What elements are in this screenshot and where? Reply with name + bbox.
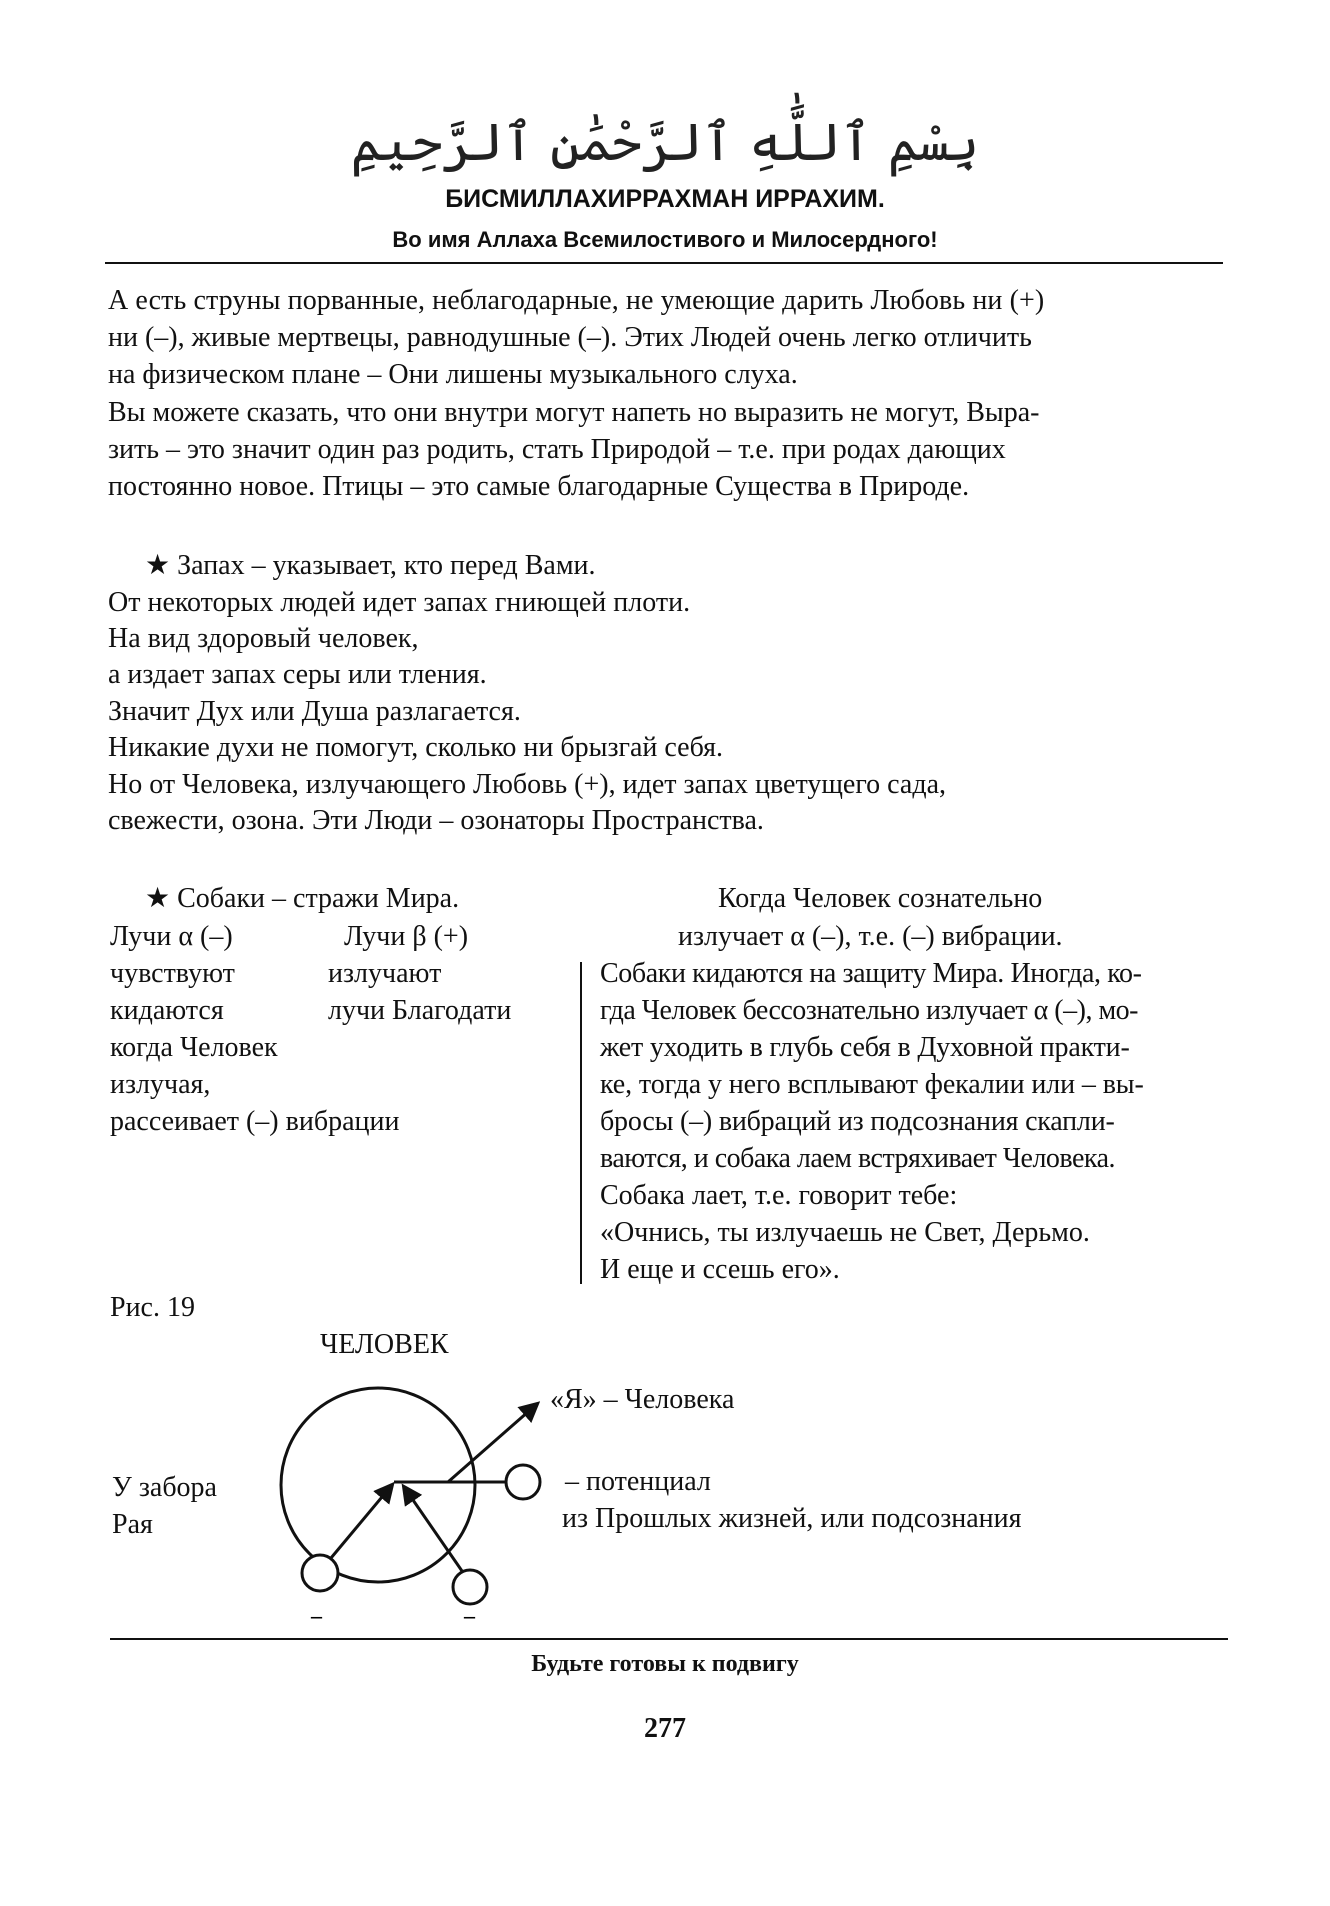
- header-subtitle: Во имя Аллаха Всемилостивого и Милосердного!: [392, 227, 938, 252]
- dogs-right-intro: Когда Человек сознательно: [718, 883, 1043, 914]
- bismillah-calligraphy: بِسْمِ ٱللَّٰهِ ٱلرَّحْمَٰنِ ٱلرَّحِيمِ: [350, 113, 980, 173]
- smell-line: Значит Дух или Душа разлагается.: [108, 696, 521, 727]
- figure-title: ЧЕЛОВЕК: [320, 1329, 449, 1360]
- footer-title: Будьте готовы к подвигу: [531, 1651, 799, 1677]
- dogs-right-line: ваются, и собака лаем встряхивает Человека.: [600, 1143, 1116, 1174]
- small-circle-bottom-right: [453, 1570, 487, 1604]
- alpha-col-line: когда Человек: [110, 1032, 278, 1063]
- smell-line: а издает запах серы или тления.: [108, 659, 487, 690]
- minus-sign: –: [464, 1603, 475, 1628]
- dogs-right-line: гда Человек бессознательно излучает α (–), мо-: [600, 995, 1138, 1026]
- dogs-right-line: Собаки кидаются на защиту Мира. Иногда, ко-: [600, 958, 1142, 989]
- intro-line: зить – это значит один раз родить, стать Природой – т.е. при родах дающих: [108, 434, 1006, 465]
- intro-line: ни (–), живые мертвецы, равнодушные (–). Этих Людей очень легко отличить: [108, 322, 1032, 353]
- dogs-right-line: «Очнись, ты излучаешь не Свет, Дерьмо.: [600, 1217, 1090, 1248]
- intro-line: постоянно новое. Птицы – это самые благодарные Существа в Природе.: [108, 471, 970, 502]
- alpha-col-line: чувствуют: [110, 958, 235, 989]
- ya-label: «Я» – Человека: [550, 1384, 735, 1415]
- potential-label: – потенциал: [565, 1466, 711, 1497]
- beta-rays-label: Лучи β (+): [344, 921, 469, 952]
- arrow-left-ray: [331, 1485, 392, 1558]
- intro-line: А есть струны порванные, неблагодарные, не умеющие дарить Любовь ни (+): [108, 285, 1045, 316]
- intro-line: Вы можете сказать, что они внутри могут напеть но выразить не могут, Выра-: [108, 397, 1040, 428]
- smell-line: На вид здоровый человек,: [108, 623, 419, 654]
- smell-line: От некоторых людей идет запах гниющей плоти.: [108, 587, 691, 618]
- smell-heading: ★ Запах – указывает, кто перед Вами.: [145, 550, 596, 581]
- left-label: У забора: [112, 1472, 217, 1503]
- person-circle: [281, 1388, 475, 1582]
- dogs-right-line: И еще и ссешь его».: [600, 1254, 840, 1285]
- alpha-col-line: рассеивает (–) вибрации: [110, 1106, 400, 1137]
- dogs-right-line: жет уходить в глубь себя в Духовной практи-: [600, 1032, 1130, 1063]
- smell-line: Никакие духи не помогут, сколько ни брызгай себя.: [108, 732, 724, 763]
- smell-line: свежести, озона. Эти Люди – озонаторы Пространства.: [108, 805, 764, 836]
- alpha-col-line: излучая,: [110, 1069, 211, 1100]
- dogs-heading: ★ Собаки – стражи Мира.: [145, 883, 460, 914]
- figure-caption: Рис. 19: [110, 1292, 195, 1323]
- smell-line: Но от Человека, излучающего Любовь (+), идет запах цветущего сада,: [108, 769, 946, 800]
- alpha-rays-label: Лучи α (–): [110, 921, 233, 952]
- intro-line: на физическом плане – Они лишены музыкального слуха.: [108, 359, 798, 390]
- dogs-right-line: ке, тогда у него всплывают фекалии или – вы-: [600, 1069, 1144, 1100]
- dogs-right-intro: излучает α (–), т.е. (–) вибрации.: [678, 921, 1063, 952]
- minus-sign: –: [311, 1603, 322, 1628]
- dogs-right-line: Собака лает, т.е. говорит тебе:: [600, 1180, 958, 1211]
- header-title: БИСМИЛЛАХИРРАХМАН ИРРАХИМ.: [445, 185, 885, 213]
- alpha-col-line: кидаются: [110, 995, 224, 1026]
- potential-label: из Прошлых жизней, или подсознания: [562, 1503, 1022, 1534]
- dogs-right-line: бросы (–) вибраций из подсознания скапли-: [600, 1106, 1115, 1137]
- beta-col-line: излучают: [328, 958, 442, 989]
- arrow-right-ray: [404, 1487, 462, 1571]
- small-circle-bottom-left: [302, 1555, 338, 1591]
- footer-rule: [110, 1638, 1228, 1640]
- beta-col-line: лучи Благодати: [328, 995, 512, 1026]
- small-circle-right: [506, 1465, 540, 1499]
- page-number: 277: [644, 1713, 686, 1744]
- left-label: Рая: [112, 1509, 153, 1540]
